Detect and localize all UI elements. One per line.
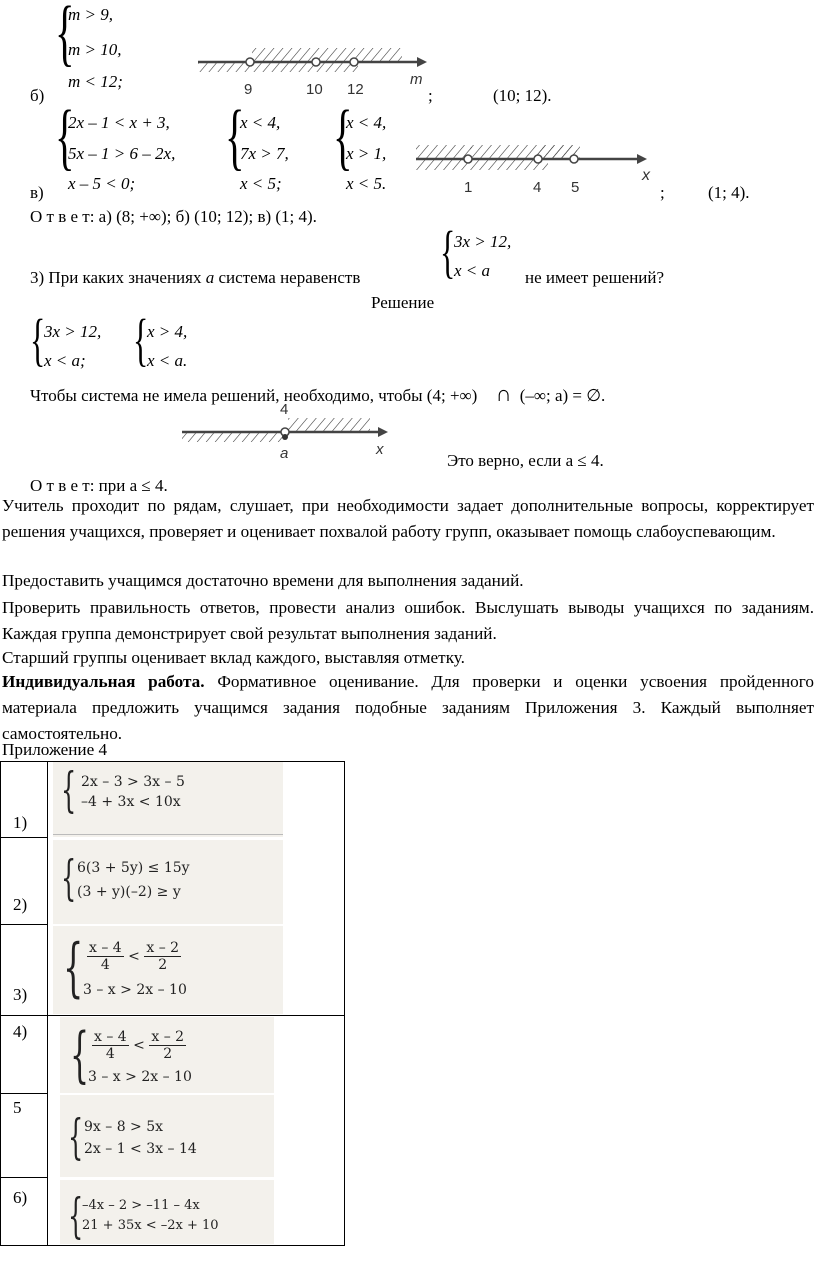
- system-line: 3x > 12,: [44, 322, 102, 341]
- frac-den: 2: [163, 1046, 173, 1062]
- number-line-b: [192, 38, 432, 100]
- axis-var: x: [376, 441, 384, 458]
- row-number: 3): [13, 985, 28, 1004]
- exercise-line: (3 + y)(–2) ≥ y: [77, 884, 181, 900]
- table-border: [0, 1245, 345, 1246]
- result-v: (1; 4).: [708, 183, 750, 202]
- exercise-image: [60, 1017, 274, 1093]
- system-brace: {: [225, 96, 245, 178]
- row-number: 1): [13, 813, 28, 832]
- question-suffix: не имеет решений?: [525, 268, 665, 287]
- frac-num: x – 4: [89, 940, 122, 956]
- system-line: m > 10,: [68, 40, 122, 59]
- exercise-image: [53, 926, 283, 1014]
- semicolon: ;: [660, 183, 665, 202]
- exercise-image: [53, 762, 283, 837]
- item-label: в): [30, 183, 44, 202]
- item-label: б): [30, 86, 45, 105]
- exercise-line: –4x – 2 > –11 – 4x: [82, 1198, 200, 1213]
- paragraph-individual: [2, 669, 814, 747]
- frac-den: 4: [100, 957, 110, 973]
- paragraph-senior: Старший группы оценивает вклад каждого, выставляя отметку.: [2, 648, 465, 667]
- frac-num: x – 4: [94, 1029, 127, 1045]
- system-brace: {: [68, 1188, 84, 1244]
- table-border: [0, 837, 47, 838]
- paragraph-time: Предоставить учащимся достаточно времени для выполнения заданий.: [2, 571, 524, 590]
- question-prefix: 3) При каких значениях: [30, 268, 202, 287]
- tick-label: 4: [280, 401, 289, 418]
- axis-var: x: [642, 167, 650, 184]
- exercise-line: 3 – x > 2x – 10: [88, 1069, 192, 1085]
- number-line-a: [178, 400, 408, 464]
- exercise-line: 2x – 3 > 3x – 5: [81, 774, 185, 790]
- exercise-line: 6(3 + 5y) ≤ 15y: [77, 860, 190, 876]
- table-border: [0, 1177, 47, 1178]
- exercise-image: [60, 1180, 274, 1244]
- system-brace: {: [70, 1020, 90, 1090]
- true-if: Это верно, если a ≤ 4.: [447, 451, 604, 470]
- relation: <: [133, 1037, 145, 1054]
- system-line: 5x – 1 > 6 – 2x,: [68, 144, 176, 163]
- number-line-v: [412, 132, 662, 198]
- tick-label: 5: [571, 179, 580, 196]
- condition-left: Чтобы система не имела решений, необходимо, чтобы (4; +∞): [30, 386, 478, 405]
- tick-label: 4: [533, 179, 542, 196]
- exercise-image: [53, 840, 283, 924]
- paragraph-check: Проверить правильность ответов, провести анализ ошибок. Выслушать выводы учащихся по заданиям. Каждая группа демонстрирует свой результат выполнения заданий.: [2, 598, 814, 643]
- system-brace: {: [61, 850, 77, 906]
- row-number: 2): [13, 895, 28, 914]
- frac-num: x – 2: [146, 940, 180, 956]
- system-line: x < 4,: [346, 113, 387, 132]
- frac-den: 4: [105, 1046, 115, 1062]
- system-brace: {: [133, 307, 149, 372]
- row-number: 6): [13, 1188, 28, 1207]
- frac-den: 2: [158, 957, 168, 973]
- system-line: x < a;: [44, 351, 86, 370]
- system-line: m > 9,: [68, 5, 113, 24]
- exercise-line: 2x – 1 < 3x – 14: [84, 1141, 197, 1157]
- system-line: x < 5;: [240, 174, 282, 193]
- system-line: x < a.: [147, 351, 188, 370]
- question-middle: система неравенств: [218, 268, 361, 287]
- answer-line: О т в е т: а) (8; +∞); б) (10; 12); в) (1; 4).: [30, 207, 317, 226]
- table-border: [0, 1015, 345, 1016]
- system-brace: {: [30, 307, 46, 372]
- system-line: x < 5.: [346, 174, 387, 193]
- tick-label: 1: [464, 179, 473, 196]
- solution-heading: Решение: [371, 293, 435, 312]
- individual-text: Формативное оценивание. Для проверки и оценки усвоения пройденного материала предложить учащимся задания подобные заданиям Приложения 3. Каждый выполняет самостоятельно.: [2, 672, 814, 743]
- result-b: (10; 12).: [493, 86, 552, 105]
- exercise-fraction: [87, 940, 181, 973]
- table-border: [47, 761, 48, 1246]
- exercise-line: 3 – x > 2x – 10: [83, 982, 187, 998]
- row-number: 5: [13, 1098, 22, 1117]
- exercise-line: –4 + 3x < 10x: [81, 794, 181, 810]
- table-border: [0, 924, 47, 925]
- system-line: 3x > 12,: [454, 232, 512, 251]
- appendix-title: Приложение 4: [2, 740, 108, 759]
- table-border: [344, 761, 345, 1246]
- paragraph-teacher: Учитель проходит по рядам, слушает, при необходимости задает дополнительные вопросы, корректирует решения учащихся, проверяет и оценивает похвалой работу групп, оказывает помощь слабоуспевающим.: [2, 496, 814, 541]
- intersect-sign: ∩: [495, 381, 512, 406]
- system-line: 7x > 7,: [240, 144, 289, 163]
- system-brace: {: [61, 762, 77, 818]
- system-line: x – 5 < 0;: [68, 174, 136, 193]
- system-line: m < 12;: [68, 72, 123, 91]
- condition-right: (–∞; a) = ∅.: [519, 386, 606, 405]
- table-border: [0, 761, 1, 1246]
- tick-label: 12: [347, 81, 364, 98]
- individual-heading: Индивидуальная работа.: [2, 672, 205, 691]
- table-border: [0, 1093, 47, 1094]
- tick-label: 9: [244, 81, 253, 98]
- row-number: 4): [13, 1022, 28, 1041]
- exercise-image: [60, 1095, 274, 1177]
- system-brace: {: [333, 96, 353, 178]
- relation: <: [128, 948, 140, 965]
- system-line: 2x – 1 < x + 3,: [68, 113, 170, 132]
- system-brace: {: [55, 96, 75, 178]
- system-brace: {: [68, 1109, 84, 1165]
- exercise-line: 21 + 35x < –2x + 10: [82, 1218, 219, 1233]
- system-line: x > 1,: [346, 144, 387, 163]
- var-a: a: [205, 268, 215, 287]
- system-line: x < a: [454, 261, 491, 280]
- frac-num: x – 2: [151, 1029, 185, 1045]
- system-brace: {: [63, 931, 84, 1005]
- tick-label: 10: [306, 81, 323, 98]
- system-brace: {: [55, 0, 75, 74]
- system-line: x < 4,: [240, 113, 281, 132]
- axis-var: m: [410, 71, 423, 88]
- exercise-fraction: [92, 1029, 186, 1062]
- system-line: x > 4,: [147, 322, 188, 341]
- answer-line: О т в е т: при a ≤ 4.: [30, 476, 168, 495]
- semicolon: ;: [428, 86, 433, 105]
- exercise-line: 9x – 8 > 5x: [84, 1119, 164, 1135]
- system-brace: {: [440, 219, 456, 284]
- divider: [53, 834, 283, 835]
- task-question: [30, 268, 360, 288]
- tick-label: a: [280, 445, 289, 462]
